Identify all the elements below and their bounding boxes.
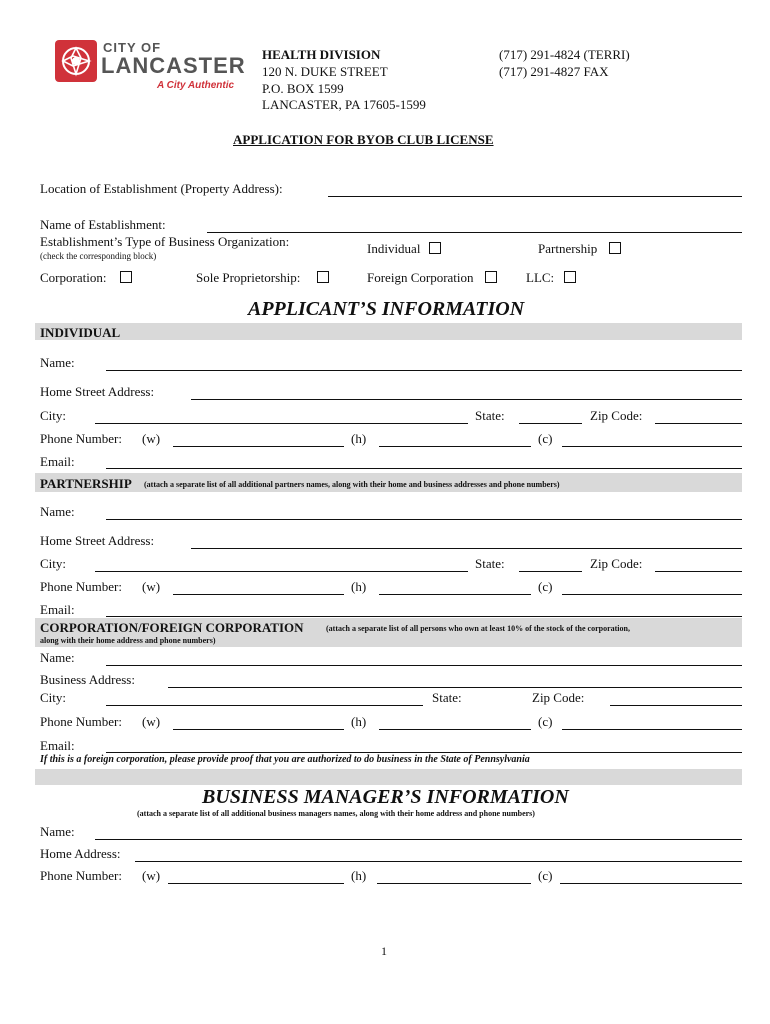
- individual-band: [35, 323, 742, 340]
- manager-heading: BUSINESS MANAGER’S INFORMATION: [202, 786, 569, 808]
- ind-phone-w-field[interactable]: [173, 446, 344, 447]
- ind-home-street-field[interactable]: [191, 399, 742, 400]
- division-street: 120 N. DUKE STREET: [262, 64, 388, 79]
- division-phone: (717) 291-4824 (TERRI): [499, 47, 630, 62]
- logo-line2: LANCASTER: [101, 53, 246, 78]
- ind-email-label: Email:: [40, 454, 75, 469]
- ind-email-field[interactable]: [106, 468, 742, 469]
- part-city-field[interactable]: [95, 571, 468, 572]
- foreign-corp-option-label: Foreign Corporation: [367, 270, 474, 285]
- logo-tagline: A City Authentic: [157, 80, 235, 91]
- corp-zip-field[interactable]: [610, 705, 742, 706]
- mgr-phone-c-field[interactable]: [560, 883, 742, 884]
- part-phone-w-field[interactable]: [173, 594, 344, 595]
- corp-name-label: Name:: [40, 650, 75, 665]
- corp-email-label: Email:: [40, 738, 75, 753]
- location-label: Location of Establishment (Property Address):: [40, 181, 283, 196]
- ind-phone-label: Phone Number:: [40, 431, 122, 446]
- ind-phone-c-field[interactable]: [562, 446, 742, 447]
- llc-option-label: LLC:: [526, 270, 555, 285]
- llc-checkbox[interactable]: [564, 271, 576, 283]
- mgr-phone-h-label: (h): [351, 868, 367, 883]
- ind-zip-label: Zip Code:: [590, 408, 643, 423]
- foreign-corp-checkbox[interactable]: [485, 271, 497, 283]
- ind-state-label: State:: [475, 408, 505, 423]
- corp-phone-h-field[interactable]: [379, 729, 531, 730]
- individual-checkbox[interactable]: [429, 242, 441, 254]
- mgr-phone-w-field[interactable]: [168, 883, 344, 884]
- corp-phone-c-label: (c): [538, 714, 553, 729]
- part-phone-h-label: (h): [351, 579, 367, 594]
- part-zip-field[interactable]: [655, 571, 742, 572]
- individual-option-label: Individual: [367, 241, 421, 256]
- part-email-field[interactable]: [106, 616, 742, 617]
- corp-email-field[interactable]: [106, 752, 742, 753]
- part-state-field[interactable]: [519, 571, 582, 572]
- rose-logo-icon: [55, 40, 97, 82]
- individual-band-label: INDIVIDUAL: [40, 325, 121, 340]
- ind-home-street-label: Home Street Address:: [40, 384, 155, 399]
- manager-note: (attach a separate list of all additional business managers names, along with their home address and phone numbers): [137, 809, 535, 818]
- establishment-name-label: Name of Establishment:: [40, 217, 166, 232]
- ind-name-label: Name:: [40, 355, 75, 370]
- part-email-label: Email:: [40, 602, 75, 617]
- mgr-phone-c-label: (c): [538, 868, 553, 883]
- corp-phone-w-label: (w): [142, 714, 161, 729]
- logo-line1: CITY OF: [103, 40, 162, 55]
- partnership-option-label: Partnership: [538, 241, 598, 256]
- corp-name-field[interactable]: [106, 665, 742, 666]
- part-state-label: State:: [475, 556, 505, 571]
- mgr-phone-h-field[interactable]: [377, 883, 531, 884]
- partnership-checkbox[interactable]: [609, 242, 621, 254]
- part-phone-label: Phone Number:: [40, 579, 122, 594]
- ind-phone-h-label: (h): [351, 431, 367, 446]
- part-phone-c-field[interactable]: [562, 594, 742, 595]
- part-city-label: City:: [40, 556, 67, 571]
- corp-phone-h-label: (h): [351, 714, 367, 729]
- corp-phone-w-field[interactable]: [173, 729, 344, 730]
- corporation-band-note2: along with their home address and phone numbers): [40, 636, 216, 645]
- division-pobox: P.O. BOX 1599: [262, 81, 344, 96]
- form-title: APPLICATION FOR BYOB CLUB LICENSE: [233, 132, 494, 147]
- check-note: (check the corresponding block): [40, 251, 157, 261]
- part-zip-label: Zip Code:: [590, 556, 643, 571]
- ind-phone-c-label: (c): [538, 431, 553, 446]
- division-fax: (717) 291-4827 FAX: [499, 64, 609, 79]
- part-phone-c-label: (c): [538, 579, 553, 594]
- corporation-band-note: (attach a separate list of all persons who own at least 10% of the stock of the corporation,: [326, 624, 630, 633]
- mgr-name-field[interactable]: [95, 839, 742, 840]
- corporation-band-label: CORPORATION/FOREIGN CORPORATION: [40, 620, 304, 635]
- mgr-name-label: Name:: [40, 824, 75, 839]
- business-type-label: Establishment’s Type of Business Organization:: [40, 234, 290, 249]
- corp-city-label: City:: [40, 690, 67, 705]
- foreign-corp-note: If this is a foreign corporation, please provide proof that you are authorized to do business in the State of Pennsylvania: [40, 754, 530, 765]
- corp-business-address-label: Business Address:: [40, 672, 135, 687]
- location-field[interactable]: [328, 196, 742, 197]
- establishment-name-field[interactable]: [207, 232, 742, 233]
- ind-city-label: City:: [40, 408, 67, 423]
- corp-city-field[interactable]: [106, 705, 423, 706]
- ind-name-field[interactable]: [106, 370, 742, 371]
- division-name: HEALTH DIVISION: [262, 47, 381, 62]
- mgr-home-address-label: Home Address:: [40, 846, 121, 861]
- ind-phone-w-label: (w): [142, 431, 161, 446]
- corp-business-address-field[interactable]: [168, 687, 742, 688]
- corporation-checkbox[interactable]: [120, 271, 132, 283]
- part-name-label: Name:: [40, 504, 75, 519]
- sole-prop-checkbox[interactable]: [317, 271, 329, 283]
- partnership-band-note: (attach a separate list of all additional partners names, along with their home and business addresses and phone numbers): [144, 480, 560, 489]
- ind-city-field[interactable]: [95, 423, 468, 424]
- part-home-street-field[interactable]: [191, 548, 742, 549]
- mgr-home-address-field[interactable]: [135, 861, 742, 862]
- ind-state-field[interactable]: [519, 423, 582, 424]
- mgr-phone-label: Phone Number:: [40, 868, 122, 883]
- corp-phone-label: Phone Number:: [40, 714, 122, 729]
- division-citystate: LANCASTER, PA 17605-1599: [262, 97, 426, 112]
- partnership-band-label: PARTNERSHIP: [40, 476, 132, 491]
- page-number: 1: [381, 944, 387, 958]
- applicant-heading: APPLICANT’S INFORMATION: [248, 298, 525, 320]
- corp-state-label: State:: [432, 690, 462, 705]
- ind-zip-field[interactable]: [655, 423, 742, 424]
- ind-phone-h-field[interactable]: [379, 446, 531, 447]
- corp-phone-c-field[interactable]: [562, 729, 742, 730]
- part-home-street-label: Home Street Address:: [40, 533, 155, 548]
- part-phone-h-field[interactable]: [379, 594, 531, 595]
- corporation-option-label: Corporation:: [40, 270, 107, 285]
- part-name-field[interactable]: [106, 519, 742, 520]
- separator-band: [35, 769, 742, 785]
- part-phone-w-label: (w): [142, 579, 161, 594]
- sole-prop-option-label: Sole Proprietorship:: [196, 270, 301, 285]
- mgr-phone-w-label: (w): [142, 868, 161, 883]
- corp-zip-label: Zip Code:: [532, 690, 585, 705]
